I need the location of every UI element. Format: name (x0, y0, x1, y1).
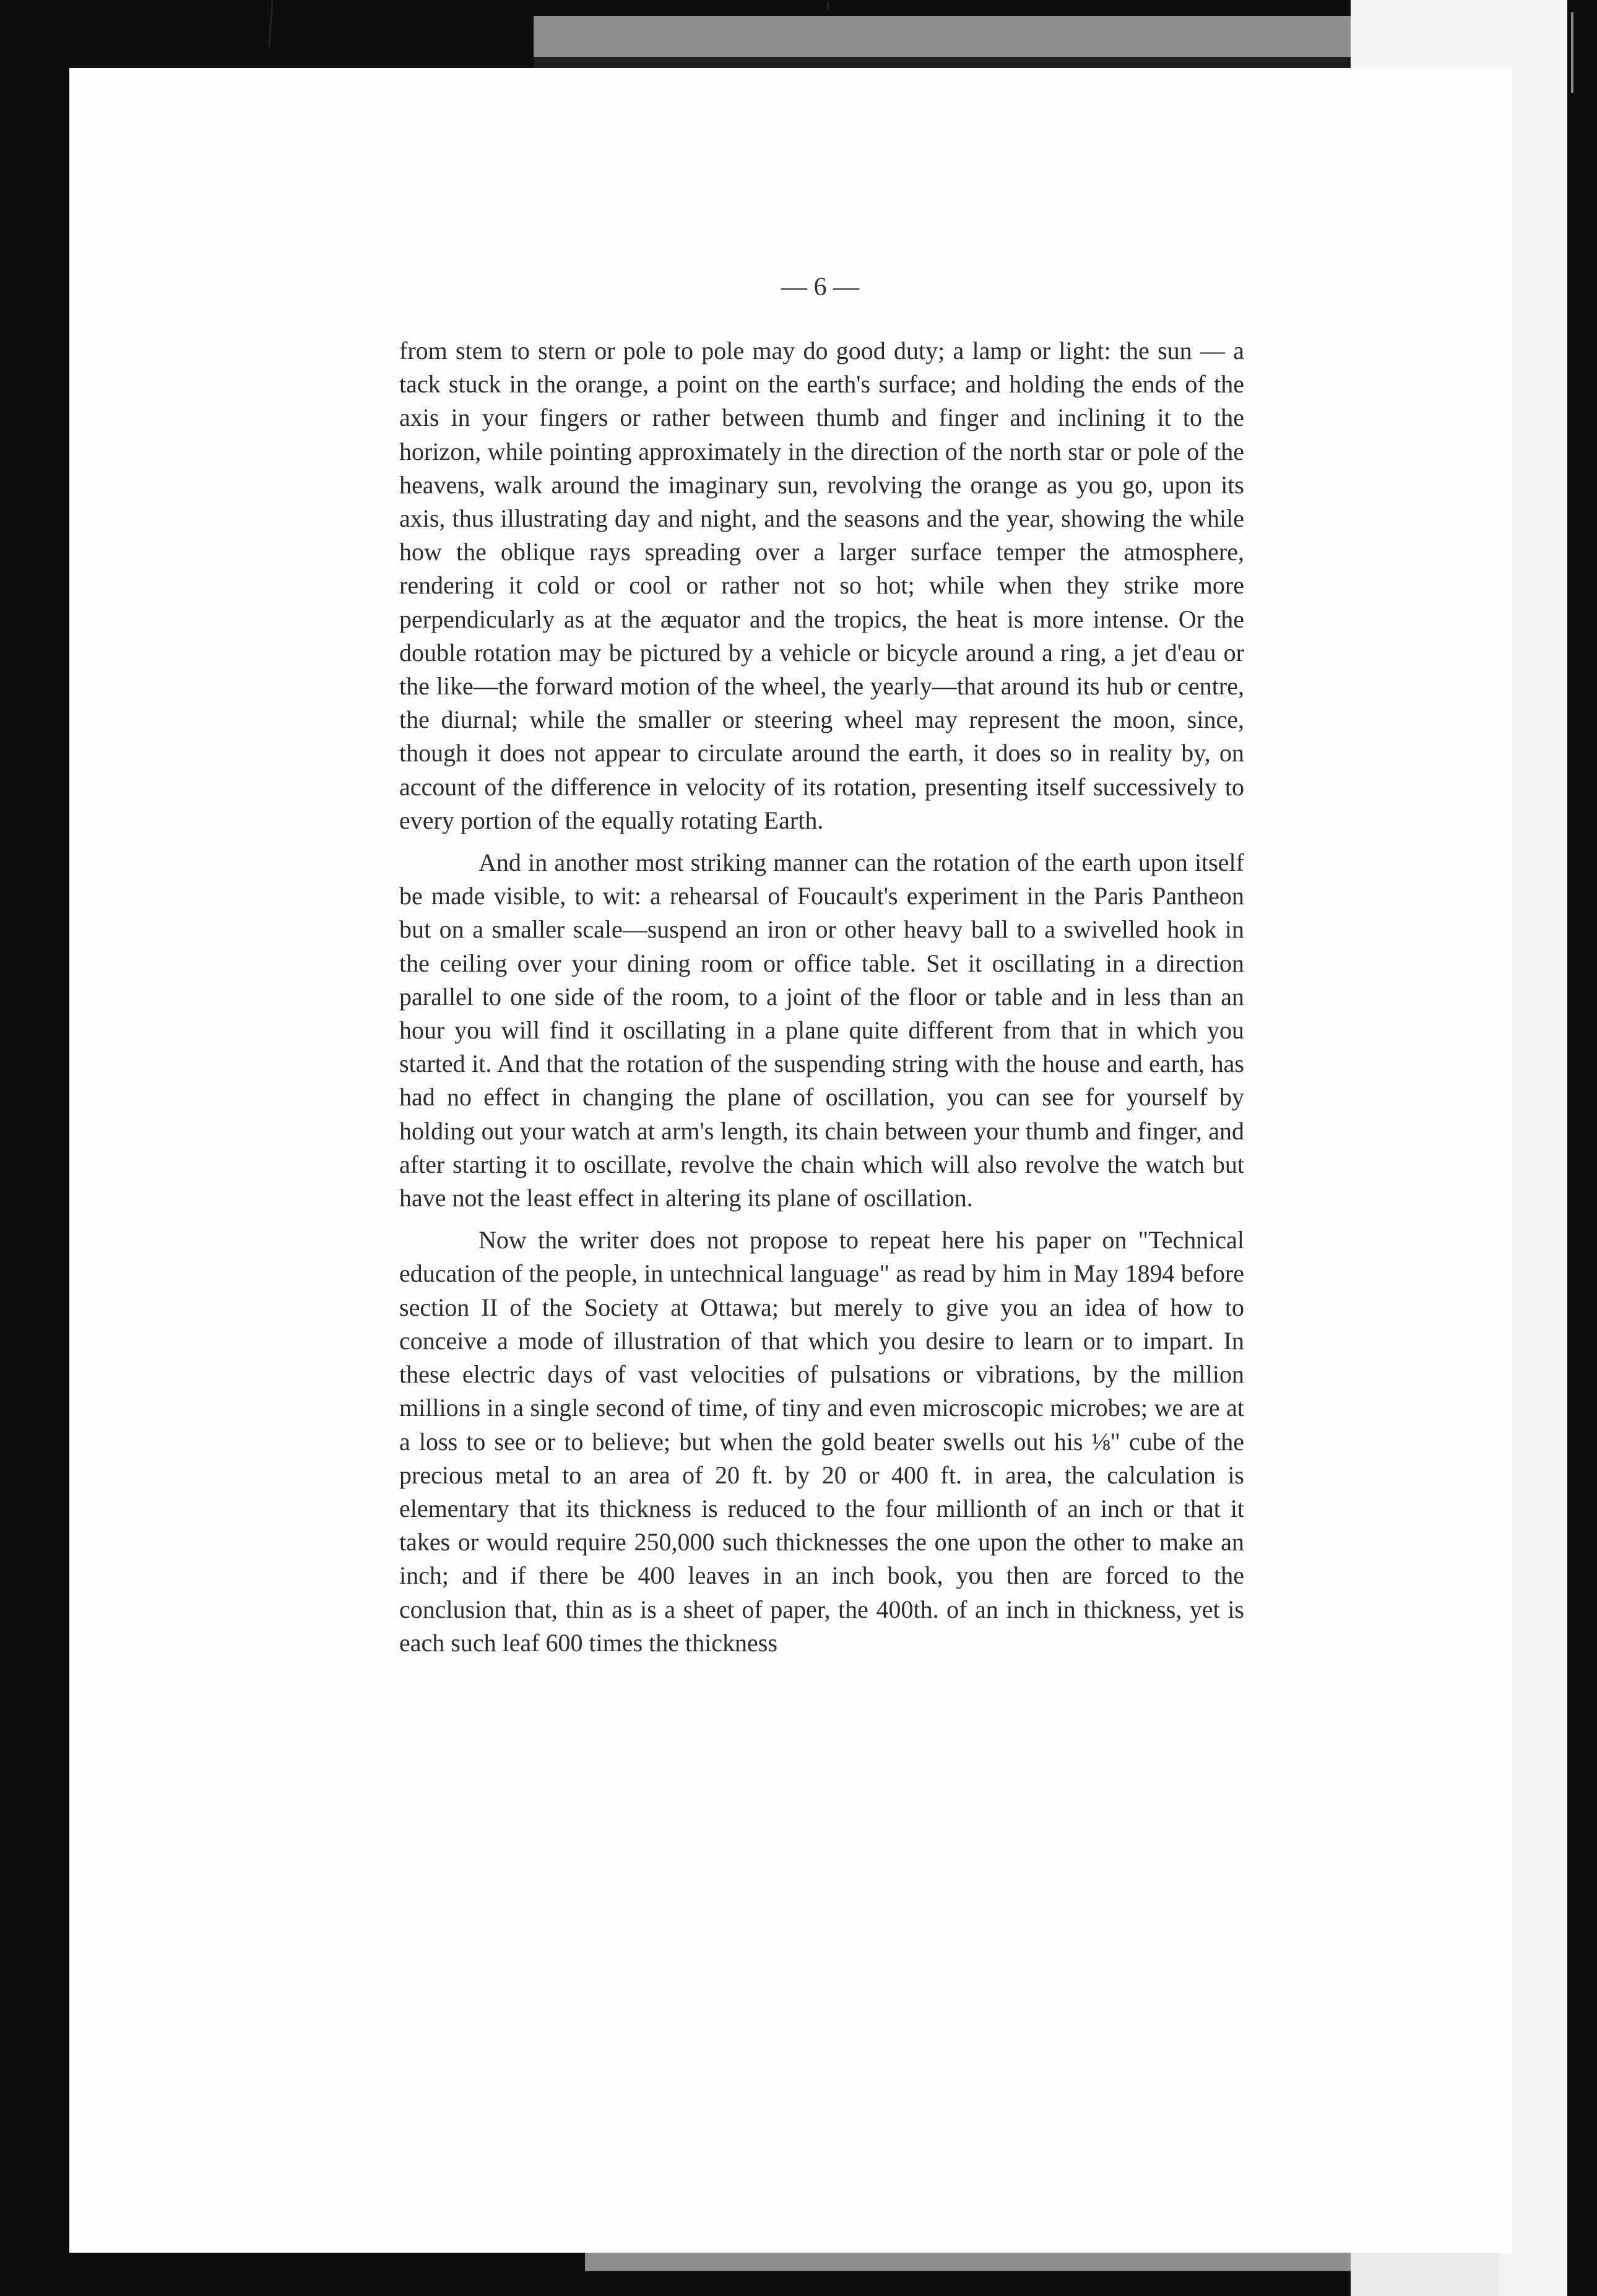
scan-mark (827, 1, 829, 10)
paragraph: from stem to stern or pole to pole may do good duty; a lamp or light: the sun — a tack stuck in the orange, a point on the earth's surface; and holding the ends of the axis in your fingers or rather between thumb and finger and inclining it to the horizon, while pointing approximately in the direction of the north star or pole of the heavens, walk around the imaginary sun, revolving the orange as you go, upon its axis, thus illustrating day and night, and the seasons and the year, showing the while how the oblique rays spreading over a larger surface temper the atmosphere, rendering it cold or cool or rather not so hot; while when they strike more perpendicularly as at the æquator and the tropics, the heat is more intense. Or the double rotation may be pictured by a vehicle or bicycle around a ring, a jet d'eau or the like—the forward motion of the wheel, the yearly—that around its hub or centre, the diurnal; while the smaller or steering wheel may represent the moon, since, though it does not appear to circulate around the earth, it does so in reality by, on account of the difference in velocity of its rotation, presenting itself successively to every portion of the equally rotating Earth. (399, 337, 1244, 834)
scan-mark (268, 0, 273, 47)
scan-mark (1571, 12, 1573, 93)
scan-edge-top-dark (534, 57, 1351, 69)
paragraph: Now the writer does not propose to repeat here his paper on "Technical education of the people, in untechnical language" as read by him in May 1894 before section II of the Society at Ottawa; but merely to give you an idea of how to conceive a mode of illustration of that which you desire to learn or to impart. In these electric days of vast velocities of pulsations or vibrations, by the million millions in a single second of time, of tiny and even microscopic microbes; we are at a loss to see or to believe; but when the gold beater swells out his ⅛" cube of the precious metal to an area of 20 ft. by 20 or 400 ft. in area, the calculation is elementary that its thickness is reduced to the four millionth of an inch or that it takes or would require 250,000 such thicknesses the one upon the other to make an inch; and if there be 400 leaves in an inch book, you then are forced to the conclusion that, thin as is a sheet of paper, the 400th. of an inch in thickness, yet is each such leaf 600 times the thickness (399, 1226, 1244, 1657)
page-number: — 6 — (781, 273, 859, 301)
paragraph: And in another most striking manner can the rotation of the earth upon itself be made visible, to wit: a rehearsal of Foucault's experiment in the Paris Pantheon but on a smaller scale—suspend an iron or other heavy ball to a swivelled hook in the ceiling over your dining room or office table. Set it oscillating in a direction parallel to one side of the room, to a joint of the floor or table and in less than an hour you will find it oscillating in a plane quite different from that in which you started it. And that the rotation of the suspending string with the house and earth, has had no effect in changing the plane of oscillation, you can see for yourself by holding out your watch at arm's length, its chain between your thumb and finger, and after starting it to oscillate, revolve the chain which will also revolve the watch but have not the least effect in altering its plane of oscillation. (399, 848, 1244, 1212)
body-text (399, 334, 1244, 1660)
